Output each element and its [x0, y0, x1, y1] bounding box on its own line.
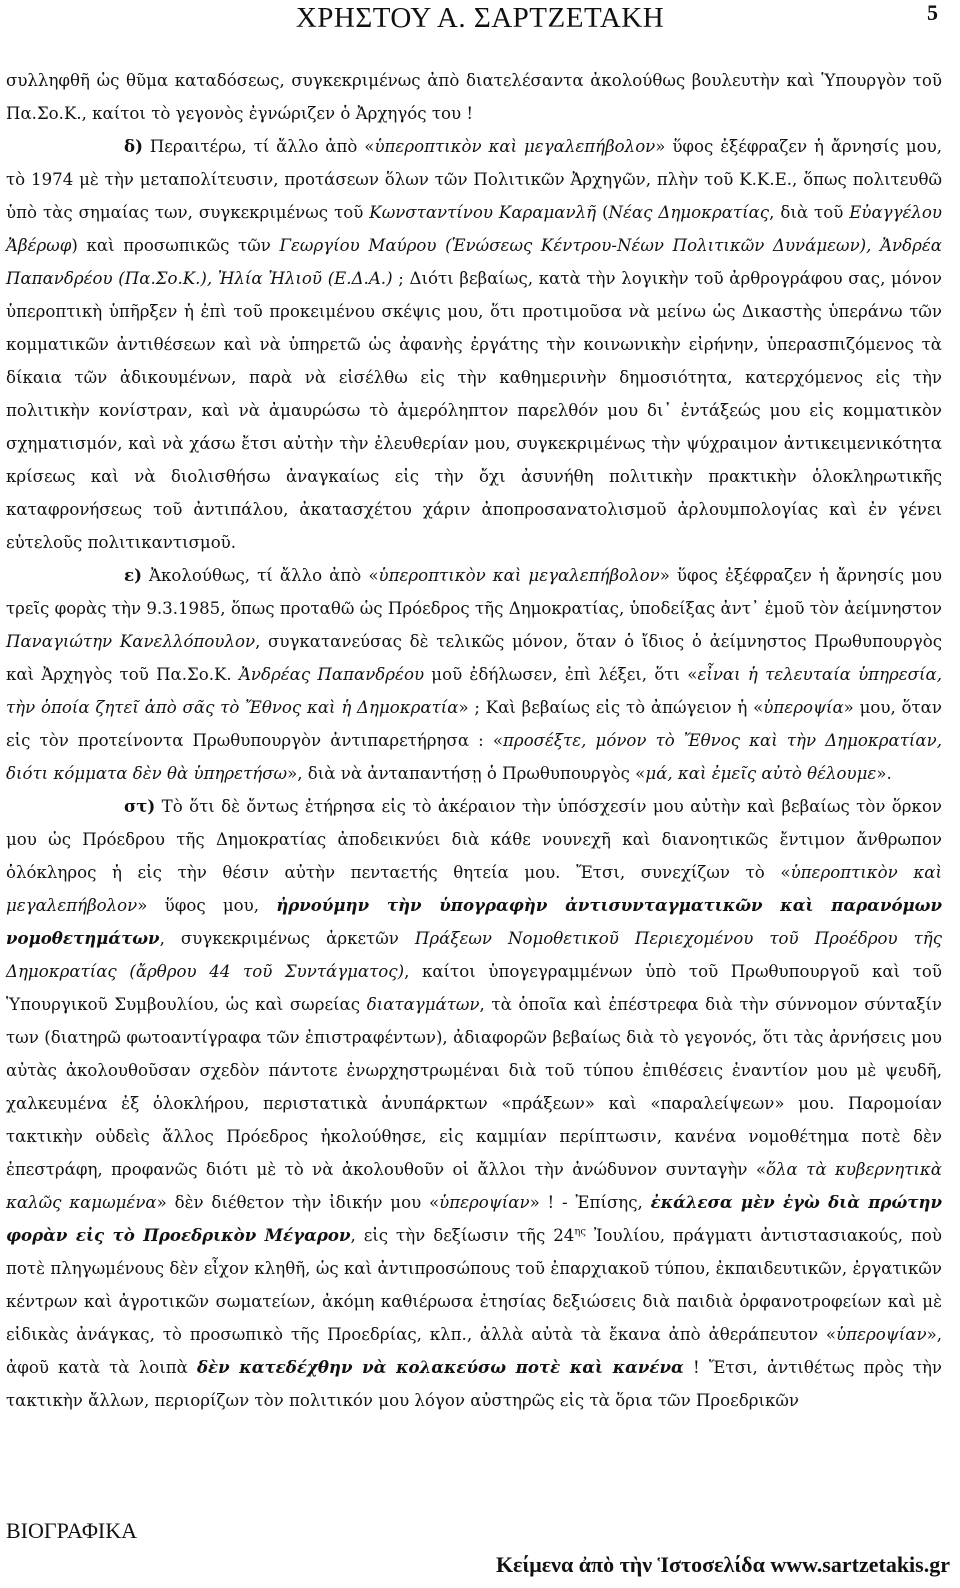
italic-run: εἶναι ἡ τελευταία ὑπηρεσία, τὴν ὁποία ζητεῖ ἀπὸ σᾶς τὸ Ἔθνος καὶ ἡ Δημοκρατία [6, 665, 942, 717]
italic-run: διαταγμάτων [366, 995, 480, 1014]
text-run: Τὸ ὅτι δὲ ὄντως ἐτήρησα εἰς τὸ ἀκέραιον τὴν ὑπόσχεσίν μου αὐτὴν καὶ βεβαίως τὸν ὅρκον μου ὡς Πρόεδρου τῆς Δημοκρατίας ἀποδεικνύει διὰ κάθε νουνεχῆ καὶ διανοητικῶς ἔντιμον ἄνθρωπον ὁλόκληρος ἡ εἰς τὴν θέσιν αὐτὴν πενταετής θητεία μου. Ἔτσι, συνεχίζων τὸ « [6, 797, 942, 882]
bold-italic-run: ἐκάλεσα μὲν ἐγὼ διὰ πρώτην φορὰν εἰς τὸ Προεδρικὸν Μέγαρον [6, 1192, 943, 1245]
italic-run: ὑπεροπτικὸν καὶ μεγαλεπήβολον [378, 566, 660, 585]
italic-run: ὑπεροψίαν [836, 1325, 927, 1344]
paragraph-st [6, 790, 942, 1417]
italic-run: ὅλα τὰ κυβερνητικὰ καλῶς καμωμένα [6, 1160, 942, 1212]
paragraph-d [6, 130, 942, 559]
text-run: » ὕφος ἐξέφραζεν ἡ ἄρνησίς μου τρεῖς φορὰς τὴν 9.3.1985, ὅπως προταθῶ ὡς Πρόεδρος τῆς Δημοκρατίας, ὑποδείξας ἀντ᾽ ἐμοῦ τὸν ἀείμνηστον [6, 566, 942, 618]
italic-run: ὑπεροψία [763, 698, 844, 717]
text-run: , συγκατανεύσας δὲ τελικῶς μόνον, ὅταν ὁ ἴδιος ὁ ἀείμνηστος Πρωθυπουργὸς καὶ Ἀρχηγὸς τοῦ Πα.Σο.Κ. [6, 632, 943, 684]
page-number: 5 [927, 0, 938, 25]
italic-run: Ἀνδρέας Παπανδρέου [238, 665, 425, 684]
text-run: , συγκεκριμένως ἀρκετῶν [159, 929, 415, 948]
text-run: , εἰς τὴν δεξίωσιν τῆς 24 [350, 1226, 575, 1245]
italic-run: Νέας Δημοκρατίας [608, 203, 770, 222]
italic-run: Γεωργίου Μαύρου (Ἑνώσεως Κέντρου-Νέων Πολιτικῶν Δυνάμεων), Ἀνδρέα Παπανδρέου (Πα.Σο.Κ.), Ἠλία Ἠλιοῦ (Ε.Δ.Α.) [6, 236, 942, 288]
italic-run: ὑπεροπτικὸν καὶ μεγαλεπήβολον [6, 863, 942, 915]
section-title: ΒΙΟΓΡΑΦΙΚΑ [6, 1518, 138, 1543]
text-run: » μου, ὅταν εἰς τὸν προτείνοντα Πρωθυπουργὸν ἀντιπαρετήρησα : « [6, 698, 942, 750]
text-run: ! Ἔτσι, ἀντιθέτως πρὸς τὴν τακτικὴν ἄλλων, περιορίζων τὸν πολιτικόν μου λόγον αὐστηρῶς εἰς τὰ ὅρια τῶν Προεδρικῶν [6, 1358, 942, 1410]
text-run: ; Διότι βεβαίως, κατὰ τὴν λογικὴν τοῦ ἀρθρογράφου σας, μόνον ὑπεροπτικὴ ὑπῆρξεν ἡ ἐπὶ τοῦ προκειμένου σκέψις μου, ὅτι προτιμοῦσα νὰ μείνω ὡς Δικαστὴς ὑπεράνω τῶν κομματικῶν ἀντιθέσεων καὶ νὰ ὑπηρετῶ ὡς ἀφανὴς ἐργάτης τὴν κοινωνικὴν εἰρήνην, ὑπερασπιζόμενος τὰ δίκαια τῶν ἀδικουμένων, παρὰ νὰ εἰσέλθω εἰς τὴν καθημερινὴν δημοσιότητα, κατερχόμενος εἰς τὴν πολιτικὴν κονίστραν, καὶ νὰ ἀμαυρώσω τὸ ἀμερόληπτον παρελθόν μου δι᾽ ἐντάξεώς μου εἰς κομματικὸν σχηματισμόν, καὶ νὰ χάσω ἔτσι αὐτὴν τὴν ἐλευθερίαν μου, συγκεκριμένως τὴν ψύχραιμον ἀντικειμενικότητα κρίσεως καὶ νὰ διολισθήσω ἀναγκαίως εἰς τὴν ὄχι ἀσυνήθη πολιτικὴν πρακτικὴν ὁλοκληρωτικῆς καταφρονήσεως τοῦ ἀντιπάλου, ἀκατασχέτου χάριν ἀποπροσανατολισμοῦ ἀρλουμπολογίας καὶ ἐν γένει εὐτελοῦς πολιτικαντισμοῦ. [6, 269, 942, 552]
text-run: μοῦ ἐδήλωσεν, ἐπὶ λέξει, ὅτι « [424, 665, 698, 684]
text-run: » ! - Ἐπίσης, [529, 1193, 651, 1212]
italic-run: προσέξτε, μόνον τὸ Ἔθνος καὶ τὴν Δημοκρατίαν, διότι κόμματα δὲν θὰ ὑπηρετήσω [6, 731, 942, 783]
paragraph-continuation [6, 64, 942, 130]
text-run: » ὕφος μου, [137, 896, 277, 915]
italic-run: Εὐαγγέλου Ἀβέρωφ [6, 203, 942, 255]
paragraph-label: δ) [124, 136, 143, 156]
text-run: , τὰ ὁποῖα καὶ ἐπέστρεφα διὰ τὴν σύννομον σύνταξίν των (διατηρῶ φωτοαντίγραφα τῶν ἐπιστραφέντων), ἀδιαφορῶν βεβαίως διὰ τὸ γεγονός, ὅτι τὰς ἀρνήσεις μου αὐτὰς ἀκολουθοῦσαν σχεδὸν πάντοτε ἐνωρχηστρωμέναι διὰ τοῦ τύπου ἐπιθέσεις ἐναντίον μου μὲ ψευδῆ, χαλκευμένα ἐξ ὁλοκλήρου, περιστατικὰ ἀνυπάρκτων «πράξεων» καὶ «παραλείψεων» μου. Παρομοίαν τακτικὴν οὐδεὶς ἄλλος Πρόεδρος ἠκολούθησε, εἰς καμμίαν περίπτωσιν, κανένα νομοθέτημα ποτὲ δὲν ἐπεστράφη, προφανῶς διότι μὲ τὸ νὰ ἀκολουθοῦν οἱ ἄλλοι τὴν ἀνώδυνον συνταγὴν « [6, 995, 943, 1179]
text-run: » ; Καὶ βεβαίως εἰς τὸ ἀπώγειον ἡ « [458, 698, 764, 717]
running-title: ΧΡΗΣΤΟΥ Α. ΣΑΡΤΖΕΤΑΚΗ [295, 2, 665, 34]
bold-italic-run: ἠρνούμην τὴν ὑπογραφὴν ἀντισυνταγματικῶν καὶ παρανόμων νομοθετημάτων [6, 895, 942, 948]
page-footer [0, 1508, 960, 1588]
italic-run: Κωνσταντίνου Καραμανλῆ [369, 203, 597, 222]
paragraph-text: συλληφθῆ ὡς θῦμα καταδόσεως, συγκεκριμένως ἀπὸ διατελέσαντα ἀκολούθως βουλευτὴν καὶ Ὑπουργὸν τοῦ Πα.Σο.Κ., καίτοι τὸ γεγονὸς ἐγνώριζεν ὁ Ἀρχηγός του ! [6, 71, 942, 123]
italic-run: ὑπεροψίαν [439, 1193, 530, 1212]
text-run: », διὰ νὰ ἀνταπαντήσῃ ὁ Πρωθυπουργὸς « [287, 764, 646, 783]
text-run: Ἰουλίου, πράγματι ἀντιστασιακούς, ποὺ ποτὲ πληγωμένους δὲν εἶχον κληθῆ, ὡς καὶ ἀντιπροσώπους τοῦ ἐπαρχιακοῦ τύπου, ἐκπαιδευτικῶν, ἐργατικῶν κέντρων καὶ ἀγροτικῶν σωματείων, ἀκόμη καθιέρωσα ἐτησίας δεξιώσεις διὰ παιδιὰ ὀρφανοτροφείων καὶ μὲ εἰδικὰς ἀνάγκας, τὸ προσωπικὸ τῆς Προεδρίας, κλπ., ἀλλὰ αὐτὰ τὰ ἔκανα ἀπὸ ἀθεράπευτον « [6, 1226, 943, 1344]
source-line: Κείμενα ἀπὸ τὴν Ἱστοσελίδα www.sartzetakis.gr [495, 1552, 950, 1577]
bold-italic-run: δὲν κατεδέχθην νὰ κολακεύσω ποτὲ καὶ κανένα [196, 1357, 684, 1377]
text-run: » δὲν διέθετον τὴν ἰδικήν μου « [156, 1193, 440, 1212]
italic-run: μά, καὶ ἐμεῖς αὐτὸ θέλουμε [645, 764, 877, 783]
italic-run: Παναγιώτην Κανελλόπουλον [6, 632, 256, 651]
italic-run: Πράξεων Νομοθετικοῦ Περιεχομένου τοῦ Προέδρου τῆς Δημοκρατίας (ἄρθρου 44 τοῦ Συντάγματος) [6, 929, 942, 981]
text-run: Περαιτέρω, τί ἄλλο ἀπὸ « [142, 137, 375, 156]
text-run: , διὰ τοῦ [769, 203, 850, 222]
document-body [6, 64, 942, 1417]
text-run: » ὕφος ἐξέφραζεν ἡ ἄρνησίς μου, τὸ 1974 μὲ τὴν μεταπολίτευσιν, προτάσεων ὅλων τῶν Πολιτικῶν Ἀρχηγῶν, πλὴν τοῦ Κ.Κ.Ε., ὅπως πολιτευθῶ ὑπὸ τὰς σημαίας των, συγκεκριμένως τοῦ [6, 137, 942, 222]
text-run: , καίτοι ὑπογεγραμμένων ὑπὸ τοῦ Πρωθυπουργοῦ καὶ τοῦ Ὑπουργικοῦ Συμβουλίου, ὡς καὶ σωρείας [6, 962, 942, 1014]
text-run: ». [876, 764, 892, 783]
text-run: ) καὶ προσωπικῶς τῶν [71, 236, 280, 255]
italic-run: ὑπεροπτικὸν καὶ μεγαλεπήβολον [374, 137, 656, 156]
page-header [0, 0, 960, 60]
text-run: », ἀφοῦ κατὰ τὰ λοιπὰ [6, 1325, 942, 1377]
paragraph-label: στ) [124, 796, 156, 816]
paragraph-label: ε) [124, 565, 142, 585]
superscript: ης [574, 1226, 586, 1238]
paragraph-e [6, 559, 942, 790]
text-run: ( [596, 203, 609, 222]
text-run: Ἀκολούθως, τί ἄλλο ἀπὸ « [141, 566, 379, 585]
